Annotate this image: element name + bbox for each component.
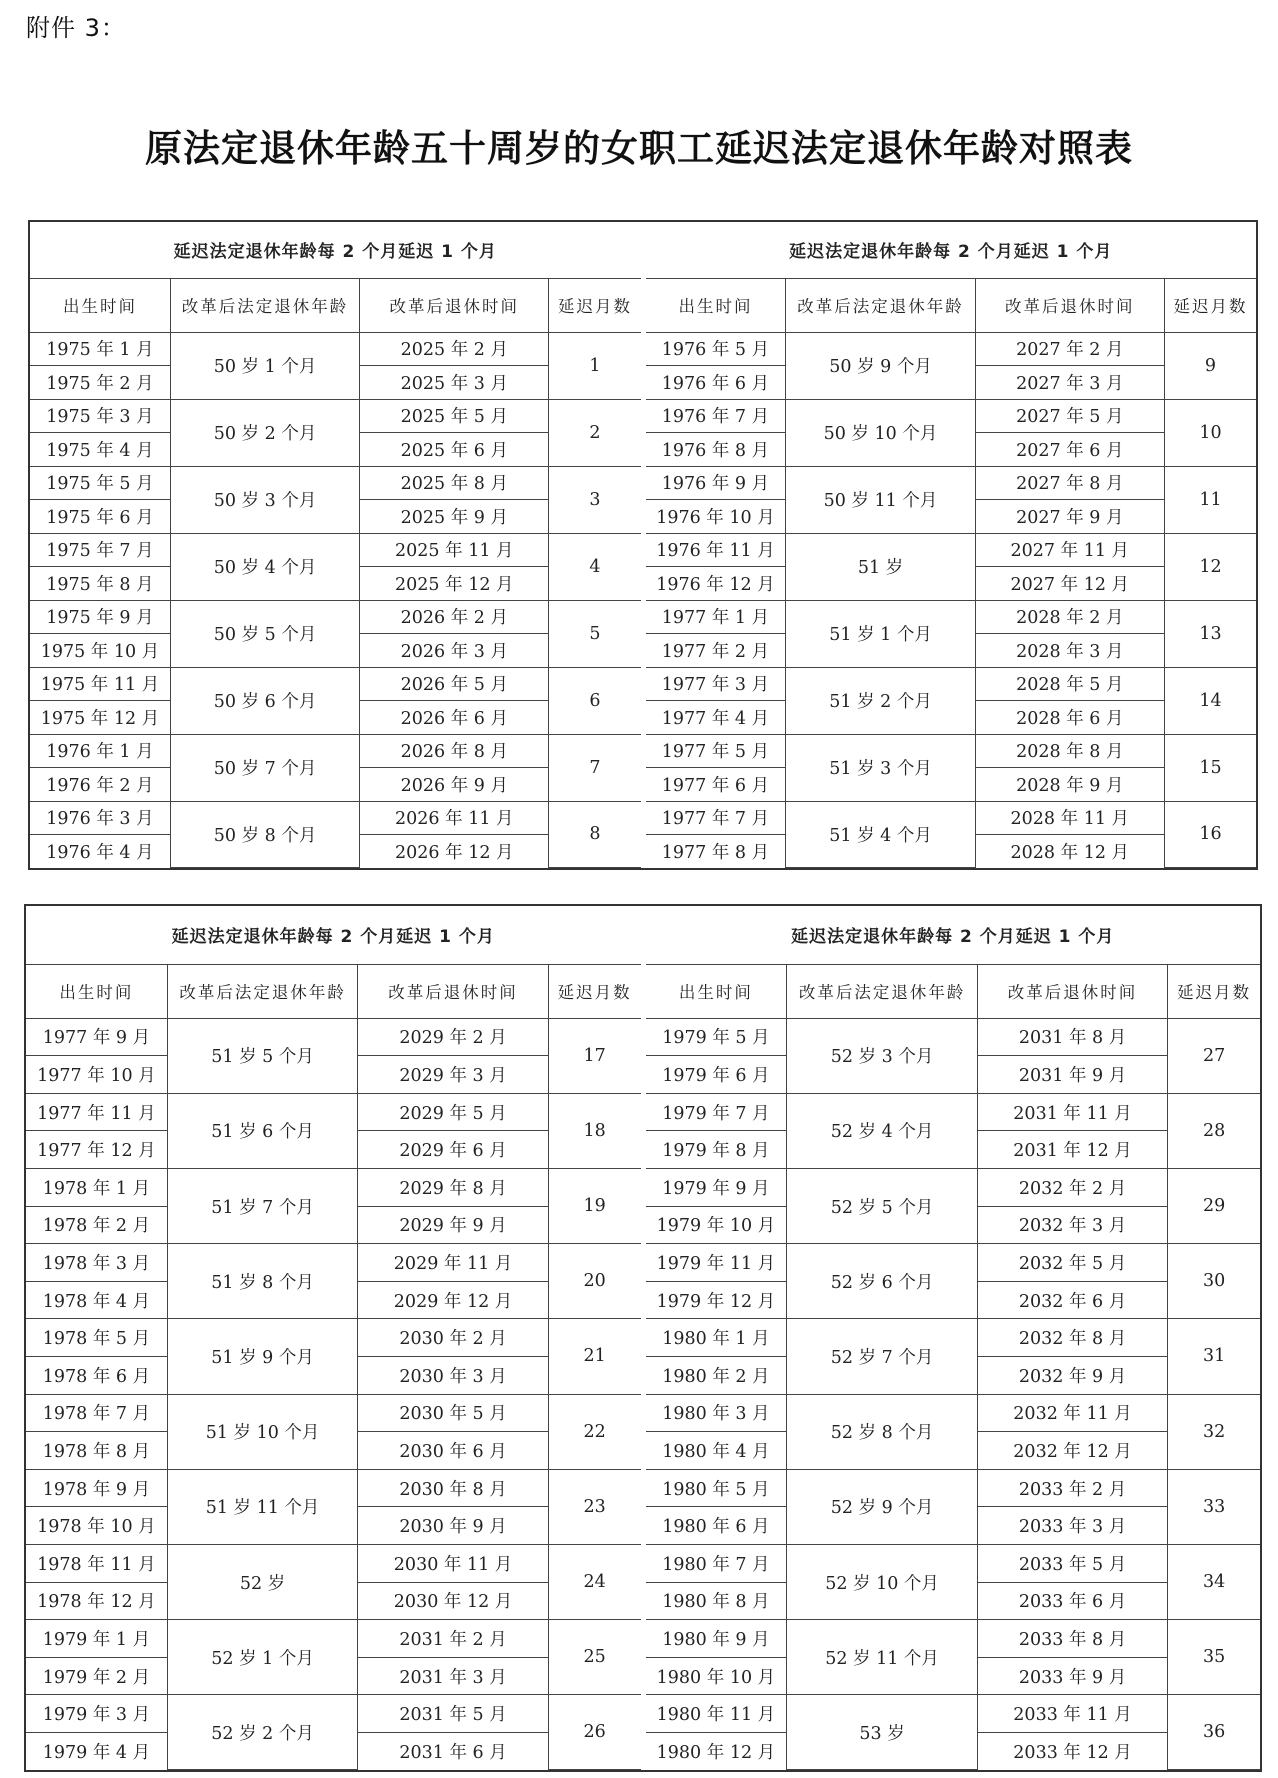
birth-month: 1977 年 4 月 <box>646 701 786 735</box>
birth-month: 1978 年 3 月 <box>26 1244 167 1282</box>
birth-month: 1976 年 5 月 <box>646 332 786 366</box>
retirement-age: 50 岁 6 个月 <box>170 667 359 734</box>
table-row <box>646 332 1257 366</box>
birth-month: 1976 年 10 月 <box>646 500 786 534</box>
retirement-time: 2030 年 8 月 <box>358 1469 548 1507</box>
retirement-time: 2033 年 6 月 <box>977 1582 1167 1620</box>
delay-months: 22 <box>548 1394 640 1469</box>
panel-header: 延迟法定退休年龄每 2 个月延迟 1 个月 <box>646 222 1257 278</box>
retirement-age: 52 岁 6 个月 <box>787 1244 977 1319</box>
column-header: 延迟月数 <box>549 278 641 332</box>
table-row <box>646 399 1257 433</box>
retirement-age: 51 岁 5 个月 <box>167 1018 357 1093</box>
birth-month: 1976 年 2 月 <box>30 768 170 802</box>
retirement-age: 52 岁 8 个月 <box>787 1394 977 1469</box>
delay-months: 5 <box>549 600 641 667</box>
retirement-time: 2033 年 8 月 <box>977 1620 1167 1658</box>
birth-month: 1978 年 1 月 <box>26 1168 167 1206</box>
delay-months: 4 <box>549 533 641 600</box>
retirement-time: 2031 年 2 月 <box>358 1620 548 1658</box>
delay-months: 34 <box>1168 1545 1260 1620</box>
retirement-time: 2029 年 11 月 <box>358 1244 548 1282</box>
retirement-time: 2031 年 12 月 <box>977 1131 1167 1169</box>
birth-month: 1976 年 1 月 <box>30 734 170 768</box>
birth-month: 1980 年 10 月 <box>646 1657 787 1695</box>
birth-month: 1980 年 11 月 <box>646 1695 787 1733</box>
birth-month: 1975 年 5 月 <box>30 466 170 500</box>
birth-month: 1977 年 11 月 <box>26 1093 167 1131</box>
retirement-time: 2031 年 5 月 <box>358 1695 548 1733</box>
column-header: 延迟月数 <box>1164 278 1256 332</box>
table-row <box>646 1244 1261 1282</box>
delay-months: 8 <box>549 801 641 868</box>
retirement-time: 2032 年 12 月 <box>977 1432 1167 1470</box>
table-row <box>30 667 641 701</box>
retirement-age: 52 岁 <box>167 1545 357 1620</box>
retirement-age: 50 岁 5 个月 <box>170 600 359 667</box>
birth-month: 1976 年 8 月 <box>646 433 786 467</box>
birth-month: 1980 年 5 月 <box>646 1469 787 1507</box>
retirement-time: 2027 年 11 月 <box>975 533 1164 567</box>
table-row <box>646 1620 1261 1658</box>
retirement-time: 2029 年 2 月 <box>358 1018 548 1056</box>
retirement-time: 2028 年 2 月 <box>975 600 1164 634</box>
delay-months: 35 <box>1168 1620 1260 1695</box>
panel-header: 延迟法定退休年龄每 2 个月延迟 1 个月 <box>646 906 1261 964</box>
retirement-age: 51 岁 4 个月 <box>786 801 975 868</box>
retirement-time: 2025 年 5 月 <box>360 399 549 433</box>
column-header: 改革后退休时间 <box>358 964 548 1018</box>
delay-months: 32 <box>1168 1394 1260 1469</box>
retirement-time: 2025 年 11 月 <box>360 533 549 567</box>
retirement-time: 2027 年 9 月 <box>975 500 1164 534</box>
retirement-time: 2030 年 11 月 <box>358 1545 548 1583</box>
table-row <box>30 399 641 433</box>
retirement-time: 2029 年 12 月 <box>358 1281 548 1319</box>
birth-month: 1975 年 7 月 <box>30 533 170 567</box>
retirement-age: 52 岁 11 个月 <box>787 1620 977 1695</box>
table-row <box>26 1469 641 1507</box>
retirement-time: 2033 年 5 月 <box>977 1545 1167 1583</box>
birth-month: 1976 年 9 月 <box>646 466 786 500</box>
retirement-age: 51 岁 9 个月 <box>167 1319 357 1394</box>
birth-month: 1979 年 10 月 <box>646 1206 787 1244</box>
retirement-time: 2026 年 5 月 <box>360 667 549 701</box>
delay-months: 26 <box>548 1695 640 1770</box>
delay-months: 14 <box>1164 667 1256 734</box>
retirement-time: 2032 年 3 月 <box>977 1206 1167 1244</box>
table-row <box>646 1469 1261 1507</box>
table-panel <box>646 906 1261 1770</box>
table-row <box>646 1394 1261 1432</box>
birth-month: 1977 年 6 月 <box>646 768 786 802</box>
retirement-age: 51 岁 3 个月 <box>786 734 975 801</box>
birth-month: 1980 年 1 月 <box>646 1319 787 1357</box>
birth-month: 1978 年 6 月 <box>26 1356 167 1394</box>
retirement-time: 2030 年 5 月 <box>358 1394 548 1432</box>
birth-month: 1980 年 7 月 <box>646 1545 787 1583</box>
retirement-time: 2030 年 6 月 <box>358 1432 548 1470</box>
retirement-age: 50 岁 1 个月 <box>170 332 359 399</box>
birth-month: 1978 年 2 月 <box>26 1206 167 1244</box>
birth-month: 1977 年 5 月 <box>646 734 786 768</box>
retirement-time: 2025 年 12 月 <box>360 567 549 601</box>
delay-months: 23 <box>548 1469 640 1544</box>
retirement-time: 2025 年 2 月 <box>360 332 549 366</box>
delay-months: 25 <box>548 1620 640 1695</box>
table-row <box>30 600 641 634</box>
retirement-age: 52 岁 4 个月 <box>787 1093 977 1168</box>
birth-month: 1979 年 3 月 <box>26 1695 167 1733</box>
table-row <box>30 801 641 835</box>
retirement-age: 52 岁 10 个月 <box>787 1545 977 1620</box>
delay-months: 24 <box>548 1545 640 1620</box>
retirement-time: 2032 年 8 月 <box>977 1319 1167 1357</box>
retirement-age: 50 岁 11 个月 <box>786 466 975 533</box>
retirement-age: 51 岁 11 个月 <box>167 1469 357 1544</box>
delay-months: 21 <box>548 1319 640 1394</box>
birth-month: 1979 年 12 月 <box>646 1281 787 1319</box>
retirement-time: 2026 年 8 月 <box>360 734 549 768</box>
retirement-time: 2028 年 12 月 <box>975 835 1164 868</box>
table-row <box>646 667 1257 701</box>
birth-month: 1975 年 2 月 <box>30 366 170 400</box>
column-header: 出生时间 <box>646 964 787 1018</box>
retirement-age: 51 岁 2 个月 <box>786 667 975 734</box>
retirement-age: 50 岁 7 个月 <box>170 734 359 801</box>
table-panel <box>26 906 641 1770</box>
delay-months: 20 <box>548 1244 640 1319</box>
retirement-time: 2030 年 3 月 <box>358 1356 548 1394</box>
retirement-time: 2026 年 11 月 <box>360 801 549 835</box>
birth-month: 1977 年 2 月 <box>646 634 786 668</box>
retirement-time: 2026 年 2 月 <box>360 600 549 634</box>
birth-month: 1975 年 8 月 <box>30 567 170 601</box>
birth-month: 1979 年 2 月 <box>26 1657 167 1695</box>
retirement-time: 2033 年 11 月 <box>977 1695 1167 1733</box>
retirement-age: 50 岁 9 个月 <box>786 332 975 399</box>
birth-month: 1977 年 9 月 <box>26 1018 167 1056</box>
birth-month: 1978 年 7 月 <box>26 1394 167 1432</box>
delay-months: 13 <box>1164 600 1256 667</box>
retirement-time: 2028 年 9 月 <box>975 768 1164 802</box>
table-block-top <box>28 220 1258 870</box>
birth-month: 1980 年 4 月 <box>646 1432 787 1470</box>
birth-month: 1975 年 1 月 <box>30 332 170 366</box>
retirement-time: 2029 年 3 月 <box>358 1056 548 1094</box>
retirement-time: 2028 年 5 月 <box>975 667 1164 701</box>
retirement-time: 2032 年 11 月 <box>977 1394 1167 1432</box>
retirement-time: 2031 年 3 月 <box>358 1657 548 1695</box>
column-header: 改革后退休时间 <box>977 964 1167 1018</box>
retirement-age: 51 岁 7 个月 <box>167 1168 357 1243</box>
retirement-time: 2030 年 9 月 <box>358 1507 548 1545</box>
birth-month: 1976 年 11 月 <box>646 533 786 567</box>
table-row <box>26 1545 641 1583</box>
retirement-time: 2029 年 8 月 <box>358 1168 548 1206</box>
table-panel <box>646 222 1257 868</box>
delay-months: 28 <box>1168 1093 1260 1168</box>
birth-month: 1977 年 1 月 <box>646 600 786 634</box>
column-header: 出生时间 <box>26 964 167 1018</box>
retirement-time: 2033 年 9 月 <box>977 1657 1167 1695</box>
table-row <box>646 1319 1261 1357</box>
birth-month: 1978 年 9 月 <box>26 1469 167 1507</box>
delay-months: 11 <box>1164 466 1256 533</box>
birth-month: 1979 年 5 月 <box>646 1018 787 1056</box>
retirement-time: 2025 年 8 月 <box>360 466 549 500</box>
retirement-time: 2029 年 5 月 <box>358 1093 548 1131</box>
table-row <box>646 533 1257 567</box>
retirement-time: 2028 年 3 月 <box>975 634 1164 668</box>
retirement-age: 51 岁 1 个月 <box>786 600 975 667</box>
document-title: 原法定退休年龄五十周岁的女职工延迟法定退休年龄对照表 <box>145 127 1133 170</box>
column-header: 改革后退休时间 <box>975 278 1164 332</box>
birth-month: 1978 年 4 月 <box>26 1281 167 1319</box>
birth-month: 1980 年 2 月 <box>646 1356 787 1394</box>
retirement-time: 2031 年 6 月 <box>358 1733 548 1770</box>
table-row <box>646 600 1257 634</box>
column-header: 改革后法定退休年龄 <box>786 278 975 332</box>
birth-month: 1980 年 6 月 <box>646 1507 787 1545</box>
retirement-time: 2033 年 2 月 <box>977 1469 1167 1507</box>
retirement-time: 2029 年 9 月 <box>358 1206 548 1244</box>
retirement-time: 2025 年 9 月 <box>360 500 549 534</box>
retirement-time: 2025 年 3 月 <box>360 366 549 400</box>
retirement-time: 2032 年 6 月 <box>977 1281 1167 1319</box>
column-header: 延迟月数 <box>1168 964 1260 1018</box>
retirement-time: 2032 年 9 月 <box>977 1356 1167 1394</box>
delay-months: 7 <box>549 734 641 801</box>
birth-month: 1979 年 9 月 <box>646 1168 787 1206</box>
retirement-time: 2027 年 5 月 <box>975 399 1164 433</box>
retirement-time: 2027 年 8 月 <box>975 466 1164 500</box>
table-row <box>646 1695 1261 1733</box>
retirement-time: 2033 年 3 月 <box>977 1507 1167 1545</box>
birth-month: 1979 年 4 月 <box>26 1733 167 1770</box>
birth-month: 1975 年 11 月 <box>30 667 170 701</box>
retirement-age: 52 岁 7 个月 <box>787 1319 977 1394</box>
birth-month: 1979 年 11 月 <box>646 1244 787 1282</box>
retirement-time: 2027 年 12 月 <box>975 567 1164 601</box>
delay-months: 3 <box>549 466 641 533</box>
table-row <box>646 466 1257 500</box>
birth-month: 1978 年 8 月 <box>26 1432 167 1470</box>
retirement-time: 2031 年 9 月 <box>977 1056 1167 1094</box>
delay-months: 16 <box>1164 801 1256 868</box>
table-row <box>646 1093 1261 1131</box>
retirement-age: 51 岁 8 个月 <box>167 1244 357 1319</box>
birth-month: 1978 年 5 月 <box>26 1319 167 1357</box>
retirement-time: 2027 年 3 月 <box>975 366 1164 400</box>
birth-month: 1979 年 8 月 <box>646 1131 787 1169</box>
table-row <box>646 1168 1261 1206</box>
delay-months: 10 <box>1164 399 1256 466</box>
retirement-age: 52 岁 3 个月 <box>787 1018 977 1093</box>
birth-month: 1980 年 12 月 <box>646 1733 787 1770</box>
retirement-time: 2027 年 6 月 <box>975 433 1164 467</box>
table-row <box>30 533 641 567</box>
retirement-time: 2026 年 6 月 <box>360 701 549 735</box>
birth-month: 1975 年 6 月 <box>30 500 170 534</box>
birth-month: 1976 年 7 月 <box>646 399 786 433</box>
birth-month: 1979 年 6 月 <box>646 1056 787 1094</box>
panel-header: 延迟法定退休年龄每 2 个月延迟 1 个月 <box>26 906 641 964</box>
birth-month: 1978 年 12 月 <box>26 1582 167 1620</box>
retirement-time: 2030 年 2 月 <box>358 1319 548 1357</box>
delay-months: 36 <box>1168 1695 1260 1770</box>
table-row <box>646 734 1257 768</box>
birth-month: 1975 年 12 月 <box>30 701 170 735</box>
retirement-time: 2026 年 9 月 <box>360 768 549 802</box>
retirement-age: 52 岁 1 个月 <box>167 1620 357 1695</box>
retirement-time: 2025 年 6 月 <box>360 433 549 467</box>
table-row <box>26 1093 641 1131</box>
delay-months: 29 <box>1168 1168 1260 1243</box>
retirement-age: 51 岁 <box>786 533 975 600</box>
delay-months: 18 <box>548 1093 640 1168</box>
birth-month: 1980 年 3 月 <box>646 1394 787 1432</box>
birth-month: 1975 年 3 月 <box>30 399 170 433</box>
birth-month: 1976 年 6 月 <box>646 366 786 400</box>
birth-month: 1977 年 12 月 <box>26 1131 167 1169</box>
table-block-bottom <box>24 904 1262 1772</box>
birth-month: 1977 年 7 月 <box>646 801 786 835</box>
delay-months: 2 <box>549 399 641 466</box>
column-header: 出生时间 <box>30 278 170 332</box>
birth-month: 1977 年 3 月 <box>646 667 786 701</box>
delay-months: 9 <box>1164 332 1256 399</box>
retirement-age: 50 岁 4 个月 <box>170 533 359 600</box>
birth-month: 1980 年 9 月 <box>646 1620 787 1658</box>
birth-month: 1980 年 8 月 <box>646 1582 787 1620</box>
retirement-age: 52 岁 2 个月 <box>167 1695 357 1770</box>
retirement-age: 52 岁 9 个月 <box>787 1469 977 1544</box>
retirement-time: 2029 年 6 月 <box>358 1131 548 1169</box>
delay-months: 12 <box>1164 533 1256 600</box>
table-row <box>26 1394 641 1432</box>
table-row <box>26 1244 641 1282</box>
retirement-time: 2031 年 8 月 <box>977 1018 1167 1056</box>
birth-month: 1976 年 4 月 <box>30 835 170 868</box>
table-row <box>646 801 1257 835</box>
birth-month: 1975 年 10 月 <box>30 634 170 668</box>
panel-header: 延迟法定退休年龄每 2 个月延迟 1 个月 <box>30 222 641 278</box>
birth-month: 1975 年 4 月 <box>30 433 170 467</box>
table-row <box>646 1018 1261 1056</box>
retirement-time: 2030 年 12 月 <box>358 1582 548 1620</box>
column-header: 改革后法定退休年龄 <box>167 964 357 1018</box>
retirement-age: 50 岁 3 个月 <box>170 466 359 533</box>
retirement-age: 50 岁 10 个月 <box>786 399 975 466</box>
birth-month: 1978 年 11 月 <box>26 1545 167 1583</box>
retirement-time: 2033 年 12 月 <box>977 1733 1167 1770</box>
delay-months: 27 <box>1168 1018 1260 1093</box>
table-row <box>646 1545 1261 1583</box>
retirement-time: 2026 年 12 月 <box>360 835 549 868</box>
table-row <box>30 332 641 366</box>
column-header: 改革后法定退休年龄 <box>787 964 977 1018</box>
birth-month: 1975 年 9 月 <box>30 600 170 634</box>
column-header: 改革后法定退休年龄 <box>170 278 359 332</box>
delay-months: 31 <box>1168 1319 1260 1394</box>
delay-months: 19 <box>548 1168 640 1243</box>
retirement-time: 2026 年 3 月 <box>360 634 549 668</box>
retirement-time: 2028 年 8 月 <box>975 734 1164 768</box>
table-row <box>26 1319 641 1357</box>
table-row <box>26 1018 641 1056</box>
retirement-time: 2032 年 5 月 <box>977 1244 1167 1282</box>
table-row <box>30 466 641 500</box>
delay-months: 30 <box>1168 1244 1260 1319</box>
birth-month: 1976 年 3 月 <box>30 801 170 835</box>
retirement-time: 2027 年 2 月 <box>975 332 1164 366</box>
retirement-age: 52 岁 5 个月 <box>787 1168 977 1243</box>
delay-months: 33 <box>1168 1469 1260 1544</box>
column-header: 出生时间 <box>646 278 786 332</box>
birth-month: 1976 年 12 月 <box>646 567 786 601</box>
retirement-time: 2028 年 6 月 <box>975 701 1164 735</box>
table-panel <box>30 222 641 868</box>
birth-month: 1979 年 7 月 <box>646 1093 787 1131</box>
birth-month: 1978 年 10 月 <box>26 1507 167 1545</box>
delay-months: 15 <box>1164 734 1256 801</box>
retirement-age: 51 岁 6 个月 <box>167 1093 357 1168</box>
table-row <box>30 734 641 768</box>
retirement-time: 2028 年 11 月 <box>975 801 1164 835</box>
table-row <box>26 1168 641 1206</box>
retirement-age: 50 岁 2 个月 <box>170 399 359 466</box>
table-row <box>26 1620 641 1658</box>
delay-months: 17 <box>548 1018 640 1093</box>
delay-months: 6 <box>549 667 641 734</box>
retirement-time: 2031 年 11 月 <box>977 1093 1167 1131</box>
delay-months: 1 <box>549 332 641 399</box>
column-header: 改革后退休时间 <box>360 278 549 332</box>
retirement-time: 2032 年 2 月 <box>977 1168 1167 1206</box>
birth-month: 1979 年 1 月 <box>26 1620 167 1658</box>
retirement-age: 51 岁 10 个月 <box>167 1394 357 1469</box>
retirement-age: 50 岁 8 个月 <box>170 801 359 868</box>
attachment-label: 附件 3： <box>26 14 126 42</box>
birth-month: 1977 年 10 月 <box>26 1056 167 1094</box>
birth-month: 1977 年 8 月 <box>646 835 786 868</box>
column-header: 延迟月数 <box>548 964 640 1018</box>
retirement-age: 53 岁 <box>787 1695 977 1770</box>
table-row <box>26 1695 641 1733</box>
